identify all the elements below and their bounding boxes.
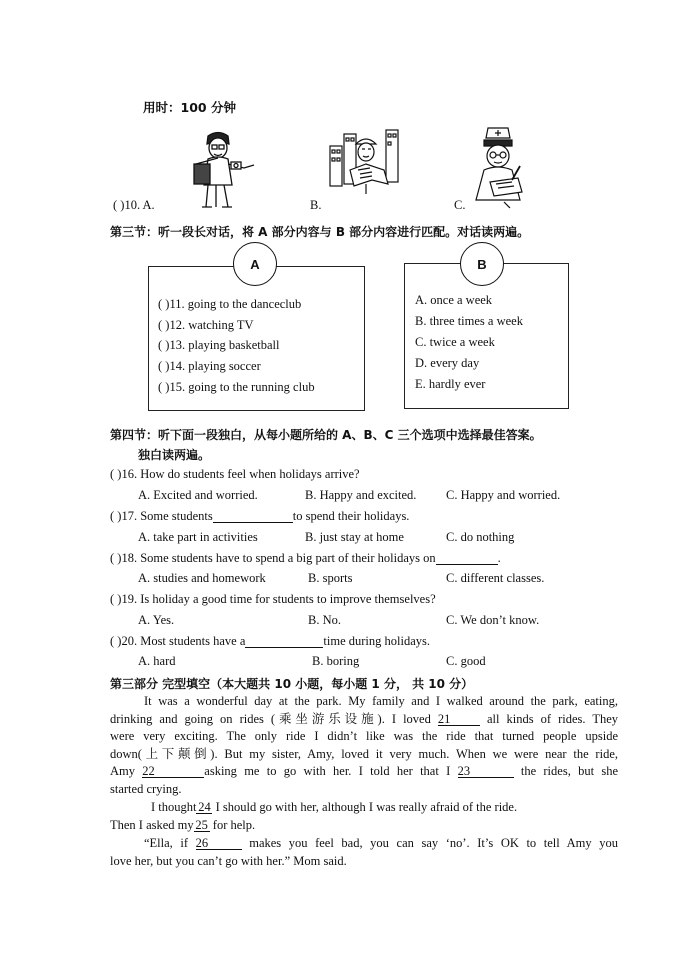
cloze-paragraph-1: It was a wonderful day at the park. My family and I walked around the park, eating, drinking and going on rides (乘坐游乐设施). I loved 21 all kinds of rides. They were very exciting. The only ride I didn’t like was the ride that turned people upside down(上下颠倒). But my sister, Amy, loved it very much. When we were near the ride, Amy 22 asking me to go with her. I told her that I 23 the rides, but she started crying. xyxy=(110,694,619,796)
option: A. Yes. xyxy=(138,613,175,627)
answer-blank xyxy=(436,552,498,565)
cloze-paragraph-2: I thought 24 I should go with her, although I was really afraid of the ride. xyxy=(151,800,518,814)
option: A. take part in activities xyxy=(138,530,258,544)
blank-23: 23 xyxy=(458,765,514,778)
option: C. different classes. xyxy=(446,571,545,585)
option: A. studies and homework xyxy=(138,571,266,585)
section4-heading: 第四节：听下面一段独白，从每小题所给的 A、B、C 三个选项中选择最佳答案。 xyxy=(110,428,542,442)
blank-21: 21 xyxy=(438,713,480,726)
option: B. boring xyxy=(312,654,360,668)
option: B. No. xyxy=(308,613,341,627)
option: A. Excited and worried. xyxy=(138,488,258,502)
option: B. Happy and excited. xyxy=(305,488,417,502)
list-item: ( )13. playing basketball xyxy=(158,338,280,352)
option: A. hard xyxy=(138,654,176,668)
option: C. good xyxy=(446,654,486,668)
cloze-paragraph-3: “Ella, if 26 makes you feel bad, you can say ‘no’. It’s OK to tell Amy you love her, but you can’t go with her.” Mom said. xyxy=(110,836,618,868)
section4-heading-line2: 独白读两遍。 xyxy=(138,448,211,462)
option: C. We don’t know. xyxy=(446,613,540,627)
q10-option-c: C. xyxy=(454,198,466,212)
option: C. do nothing xyxy=(446,530,515,544)
q10-option-b: B. xyxy=(310,198,322,212)
cloze-paragraph-2-line2: Then I asked my 25 for help. xyxy=(110,818,256,832)
time-label: 用时：100 分钟 xyxy=(143,100,236,115)
option: B. sports xyxy=(308,571,353,585)
blank-22: 22 xyxy=(142,765,204,778)
option: C. Happy and worried. xyxy=(446,488,561,502)
answer-blank xyxy=(213,510,293,523)
question-stem: ( )19. Is holiday a good time for students to improve themselves? xyxy=(110,592,436,606)
section3-heading: 第三节：听一段长对话，将 A 部分内容与 B 部分内容进行匹配。对话读两遍。 xyxy=(110,225,530,239)
question-stem: ( )17. Some students to spend their holidays. xyxy=(110,509,410,523)
list-item: ( )12. watching TV xyxy=(158,318,254,332)
architect-with-blueprint-icon xyxy=(328,128,404,196)
list-item: B. three times a week xyxy=(415,314,523,328)
blank-24: 24 xyxy=(198,800,211,814)
blank-25: 25 xyxy=(195,818,208,832)
doctor-writing-icon xyxy=(472,126,526,210)
cloze-heading: 第三部分 完型填空（本大题共 10 小题，每小题 1 分， 共 10 分） xyxy=(110,677,474,691)
list-item: E. hardly ever xyxy=(415,377,486,391)
list-item: ( )11. going to the danceclub xyxy=(158,297,302,311)
question-stem: ( )18. Some students have to spend a big part of their holidays on . xyxy=(110,551,501,565)
blank-26: 26 xyxy=(196,837,242,850)
box-b-label: B xyxy=(460,242,504,286)
traveler-with-camera-icon xyxy=(186,128,258,210)
list-item: C. twice a week xyxy=(415,335,495,349)
answer-blank xyxy=(245,635,323,648)
question-stem: ( )20. Most students have a time during holidays. xyxy=(110,634,430,648)
list-item: D. every day xyxy=(415,356,480,370)
list-item: A. once a week xyxy=(415,293,493,307)
list-item: ( )14. playing soccer xyxy=(158,359,261,373)
option: B. just stay at home xyxy=(305,530,404,544)
list-item: ( )15. going to the running club xyxy=(158,380,315,394)
q10-stem: ( )10. A. xyxy=(113,198,155,212)
box-a-label: A xyxy=(233,242,277,286)
question-stem: ( )16. How do students feel when holidays arrive? xyxy=(110,467,360,481)
